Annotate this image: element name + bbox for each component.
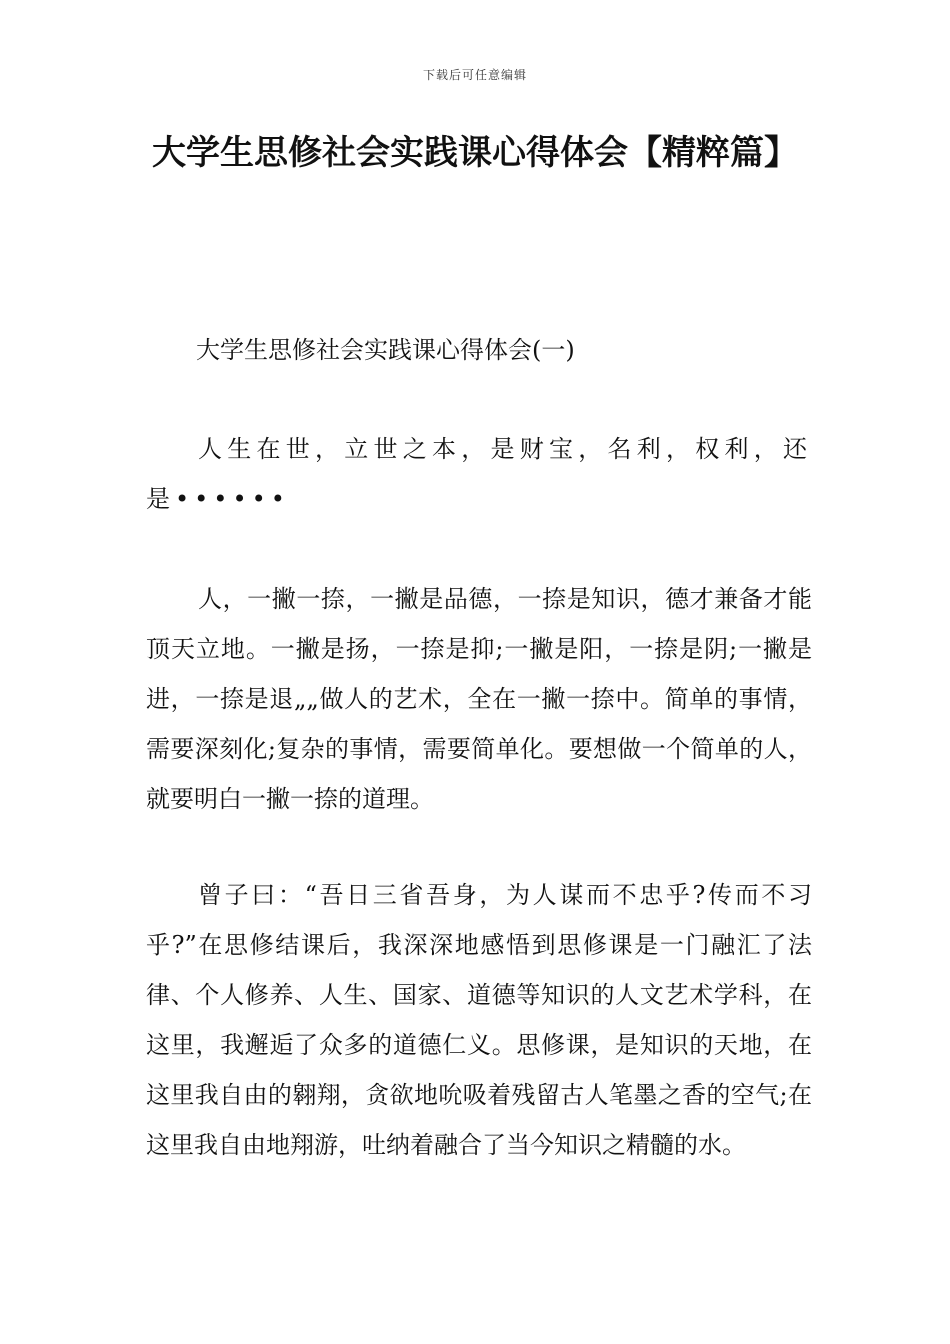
section-heading: 大学生思修社会实践课心得体会(一) [196, 336, 575, 364]
header-note: 下载后可任意编辑 [422, 68, 527, 82]
document-title: 大学生思修社会实践课心得体会【精粹篇】 [152, 133, 798, 173]
paragraph-1: 人生在世，立世之本，是财宝，名利，权利，还是•••••• [146, 435, 812, 513]
paragraph-2: 人，一撇一捺，一撇是品德，一捺是知识，德才兼备才能顶天立地。一撇是扬，一捺是抑;一撇是阳，一捺是阴;一撇是进，一捺是退„„做人的艺术，全在一撇一捺中。简单的事情，需要深刻化;复杂的事情，需要简单化。要想做一个简单的人，就要明白一撇一捺的道理。 [146, 585, 812, 813]
paragraph-3: 曾子曰：“吾日三省吾身，为人谋而不忠乎?传而不习乎?”在思修结课后，我深深地感悟到思修课是一门融汇了法律、个人修养、人生、国家、道德等知识的人文艺术学科，在这里，我邂逅了众多的道德仁义。思修课，是知识的天地，在这里我自由的翱翔，贪欲地吮吸着残留古人笔墨之香的空气;在这里我自由地翔游，吐纳着融合了当今知识之精髓的水。 [146, 881, 812, 1159]
